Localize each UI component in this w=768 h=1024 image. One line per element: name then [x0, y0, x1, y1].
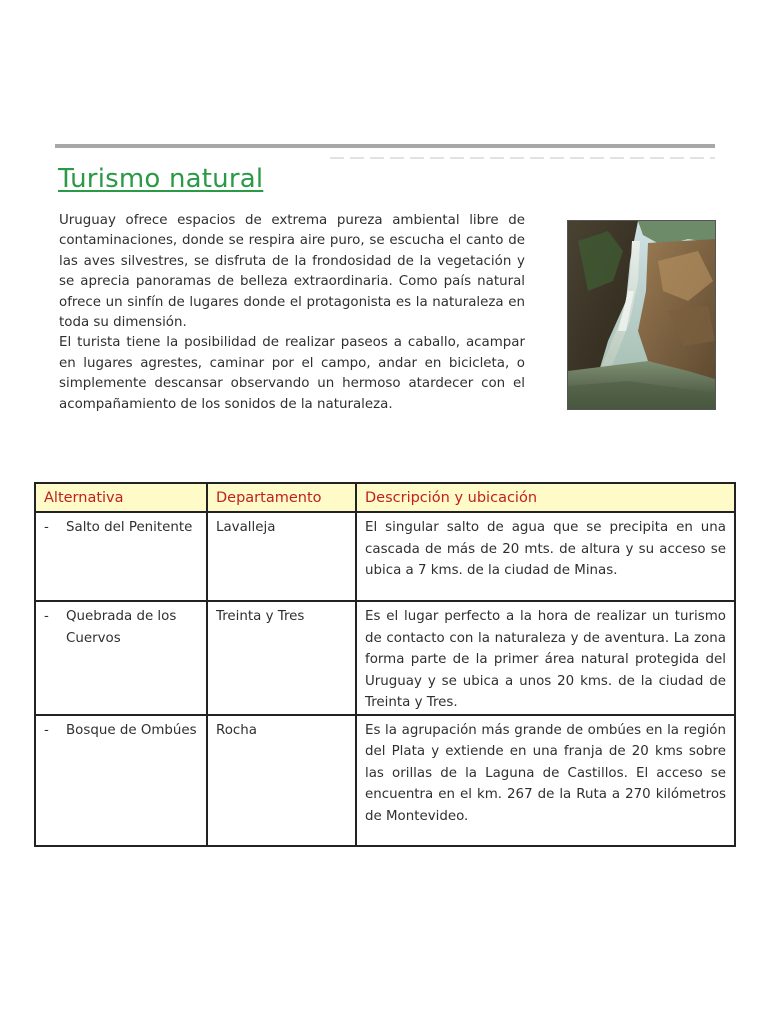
alternativa-cell — [35, 601, 207, 715]
alternativa-cell — [35, 512, 207, 601]
faint-divider — [330, 157, 715, 159]
header-descripcion: Descripción y ubicación — [356, 483, 735, 512]
intro-text — [59, 211, 525, 415]
bullet-dash: - — [44, 609, 49, 624]
table-header-row — [35, 483, 735, 512]
alternativa-name: Bosque de Ombúes — [66, 722, 197, 738]
alternativa-name: Salto del Penitente — [66, 520, 193, 535]
page-title: Turismo natural — [58, 164, 264, 194]
table-row — [35, 512, 735, 601]
bullet-dash: - — [44, 520, 49, 535]
alternativa-cell — [35, 715, 207, 846]
alternativa-name: Quebrada de los Cuervos — [66, 609, 177, 646]
waterfall-image — [568, 221, 715, 409]
table-row — [35, 601, 735, 715]
alternatives-table — [34, 482, 736, 847]
header-alternativa: Alternativa — [35, 483, 207, 512]
bullet-dash: - — [44, 722, 49, 738]
table-row — [35, 715, 735, 846]
descripcion-cell: Es la agrupación más grande de ombúes en la región del Plata y extiende en una franja de 20 kms sobre las orillas de la Laguna de Castillos. El acceso se encuentra en el km. 267 de la Ruta a 270 kilómetros de Montevideo. — [356, 715, 735, 846]
intro-paragraph-2: El turista tiene la posibilidad de realizar paseos a caballo, acampar en lugares agrestes, caminar por el campo, andar en bicicleta, o simplemente descansar observando un hermoso atardecer con el acompañamiento de los sonidos de la naturaleza. — [59, 335, 525, 412]
departamento-cell: Rocha — [207, 715, 356, 846]
waterfall-photo — [567, 220, 716, 410]
departamento-cell: Treinta y Tres — [207, 601, 356, 715]
descripcion-cell: El singular salto de agua que se precipita en una cascada de más de 20 mts. de altura y su acceso se ubica a 7 kms. de la ciudad de Minas. — [356, 512, 735, 601]
intro-paragraph-1: Uruguay ofrece espacios de extrema pureza ambiental libre de contaminaciones, donde se respira aire puro, se escucha el canto de las aves silvestres, se disfruta de la frondosidad de la vegetación y se aprecia panoramas de belleza extraordinaria. Como país natural ofrece un sinfín de lugares donde el protagonista es la naturaleza en toda su dimensión. — [59, 213, 525, 331]
descripcion-cell: Es el lugar perfecto a la hora de realizar un turismo de contacto con la naturaleza y de aventura. La zona forma parte de la primer área natural protegida del Uruguay y se ubica a unos 20 kms. de la ciudad de Treinta y Tres. — [356, 601, 735, 715]
top-divider — [55, 144, 715, 148]
departamento-cell: Lavalleja — [207, 512, 356, 601]
header-departamento: Departamento — [207, 483, 356, 512]
